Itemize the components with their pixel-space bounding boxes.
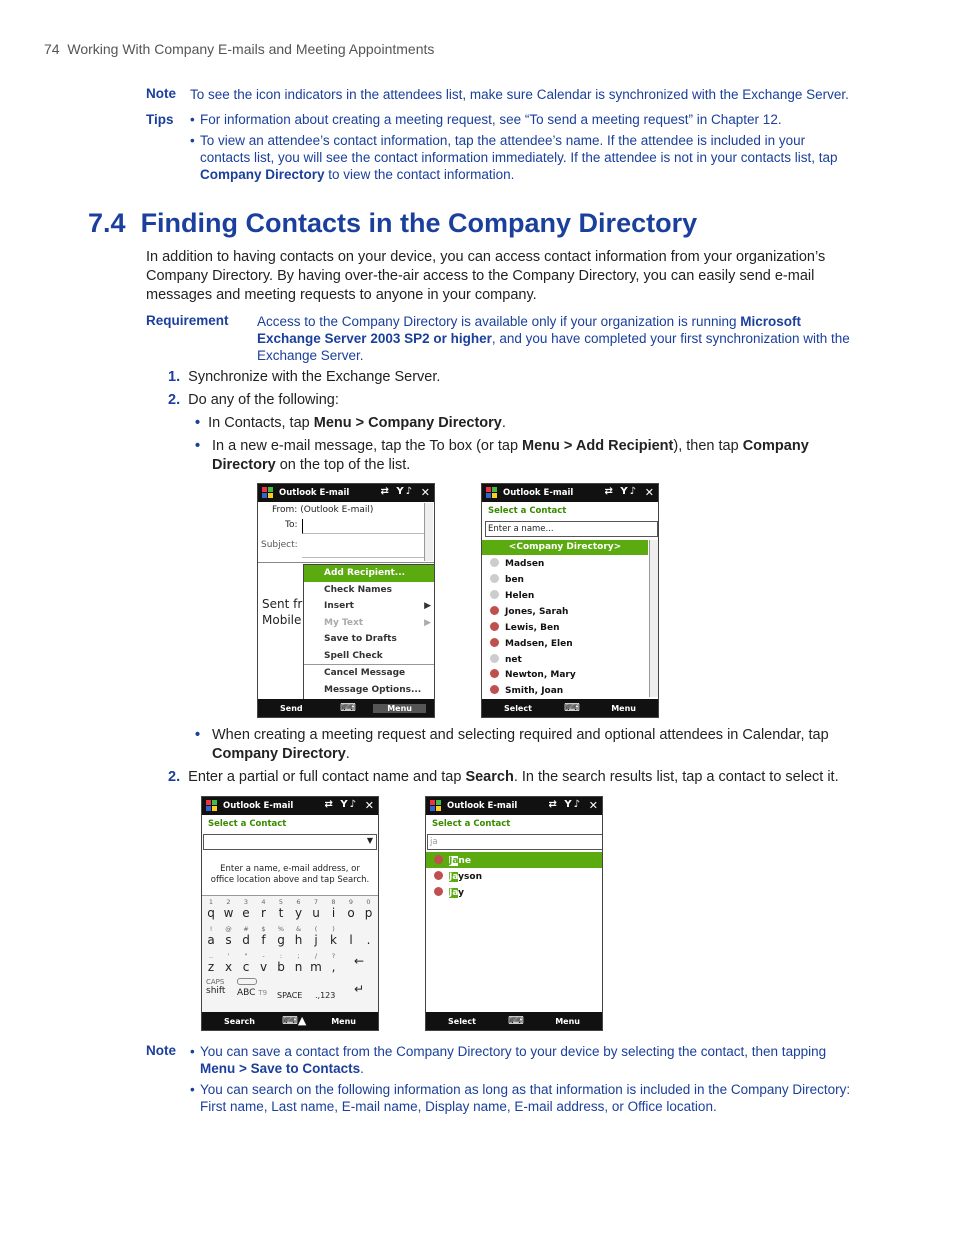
to-label: To: bbox=[285, 520, 298, 530]
keyboard-icon[interactable]: ⌨▲ bbox=[282, 1014, 307, 1027]
key-char: z bbox=[207, 960, 215, 974]
submenu-arrow-icon: ▶ bbox=[424, 617, 431, 628]
bullet-2b: Menu > Add Recipient bbox=[522, 438, 674, 454]
key-char: f bbox=[261, 933, 266, 947]
key-char: n bbox=[294, 960, 303, 974]
windows-logo-icon bbox=[261, 486, 275, 500]
result-match: Ja bbox=[449, 856, 459, 866]
tip-2-text: To view an attendee’s contact information, tap the attendee’s name. If the attendee is included in your contacts list, you will see the contact information immediately. If the attendee is not in your contacts list, tap bbox=[200, 133, 838, 165]
page-number: 74 bbox=[44, 41, 60, 57]
requirement-c: , and you have completed your first synchronization with the Exchange Server. bbox=[257, 331, 850, 363]
contact-icon bbox=[490, 590, 499, 599]
bullet-1b: Menu > Company Directory bbox=[313, 415, 502, 431]
keyboard-icon[interactable]: ⌨ bbox=[564, 701, 580, 714]
key-b[interactable] bbox=[273, 952, 289, 976]
result-rest: y bbox=[458, 888, 465, 898]
on-screen-keyboard bbox=[202, 895, 378, 1013]
contact-card-icon bbox=[434, 871, 443, 880]
menu-insert-label: Insert bbox=[324, 601, 354, 611]
shift-label: shift bbox=[206, 986, 226, 996]
bullet-1c: . bbox=[501, 415, 506, 431]
key-alt-char: ' bbox=[227, 952, 230, 960]
window-title: Outlook E-mail bbox=[223, 801, 294, 811]
key-char: o bbox=[347, 906, 355, 920]
key-char: . bbox=[366, 933, 371, 947]
key-alt-char: ( bbox=[314, 925, 318, 933]
key-alt-char: 8 bbox=[331, 898, 336, 906]
result-match: Ja bbox=[449, 888, 459, 898]
key-char: y bbox=[294, 906, 303, 920]
toggle-icon bbox=[237, 978, 257, 985]
key-char: c bbox=[242, 960, 250, 974]
caps-label: CAPS bbox=[206, 978, 225, 986]
body-text-1: Sent fr bbox=[262, 597, 303, 611]
key-abc[interactable] bbox=[237, 978, 267, 998]
menu-insert[interactable] bbox=[304, 598, 434, 615]
key-alt-char: ) bbox=[332, 925, 335, 933]
section-heading bbox=[88, 208, 697, 239]
bullet-3b: Company Directory bbox=[212, 746, 346, 762]
key-w[interactable] bbox=[221, 898, 237, 922]
soft-key-select[interactable]: Select bbox=[448, 1017, 476, 1026]
key-h[interactable] bbox=[291, 925, 307, 949]
title-bar bbox=[258, 484, 434, 502]
bullet-3c: . bbox=[345, 746, 350, 762]
key-char: m bbox=[310, 960, 322, 974]
bullet-3a: When creating a meeting request and selecting required and optional attendees in Calendar, tap bbox=[212, 727, 829, 743]
select-contact-heading: Select a Contact bbox=[432, 819, 511, 829]
menu-spell-check[interactable]: Spell Check bbox=[304, 648, 434, 666]
result-item[interactable] bbox=[434, 871, 482, 882]
chapter-title: Working With Company E-mails and Meeting Appointments bbox=[67, 41, 435, 57]
key-alt-char: ! bbox=[209, 925, 213, 933]
enter-icon[interactable]: ↵ bbox=[354, 982, 365, 996]
key-c[interactable] bbox=[238, 952, 254, 976]
key-a[interactable] bbox=[203, 925, 219, 949]
step-2 bbox=[168, 391, 339, 410]
tip-1-text: For information about creating a meeting request, see “To send a meeting request” in Chapter 12. bbox=[200, 112, 782, 127]
key-r[interactable] bbox=[256, 898, 272, 922]
step-search bbox=[168, 768, 858, 787]
tips-list bbox=[190, 111, 852, 183]
key-char: v bbox=[259, 960, 268, 974]
from-value: (Outlook E-mail) bbox=[300, 505, 374, 515]
menu-cancel-message[interactable]: Cancel Message bbox=[324, 668, 406, 678]
contact-icon bbox=[490, 574, 499, 583]
key-alt-char: .. bbox=[208, 952, 214, 960]
key-alt-char: / bbox=[314, 952, 318, 960]
key-x[interactable] bbox=[221, 952, 237, 976]
title-bar bbox=[202, 797, 378, 815]
windows-logo-icon bbox=[429, 799, 443, 813]
bullet-2c: ), then tap bbox=[673, 438, 743, 454]
key-char: r bbox=[261, 906, 266, 920]
contact-item[interactable] bbox=[490, 685, 563, 696]
windows-logo-icon bbox=[485, 486, 499, 500]
key-alt-char: - bbox=[262, 952, 265, 960]
key-n[interactable] bbox=[291, 952, 307, 976]
contact-item[interactable] bbox=[490, 654, 522, 665]
key-char: w bbox=[223, 906, 234, 920]
title-bar bbox=[426, 797, 602, 815]
menu-message-options[interactable]: Message Options... bbox=[324, 684, 422, 695]
section-number: 7.4 bbox=[88, 208, 126, 238]
key-alt-char: 0 bbox=[366, 898, 371, 906]
key-alt-char: ? bbox=[331, 952, 336, 960]
result-rest: yson bbox=[458, 872, 482, 882]
soft-key-menu[interactable]: Menu bbox=[611, 704, 636, 713]
from-row[interactable] bbox=[272, 505, 373, 515]
key-alt-char: # bbox=[243, 925, 249, 933]
key-alt-char: 4 bbox=[261, 898, 266, 906]
select-contact-heading: Select a Contact bbox=[208, 819, 287, 829]
note-1a: You can save a contact from the Company Directory to your device by selecting the contact, then tapping bbox=[200, 1044, 827, 1059]
note-list bbox=[190, 1043, 854, 1115]
bullet-1a: In Contacts, tap bbox=[208, 415, 314, 431]
bullet-calendar: • When creating a meeting request and selecting required and optional attendees in Calendar, tap Company Directory. bbox=[195, 727, 829, 762]
contact-item[interactable] bbox=[490, 590, 534, 601]
menu-add-recipient[interactable]: Add Recipient... bbox=[304, 565, 434, 582]
key-char: k bbox=[330, 933, 337, 947]
note-label: Note bbox=[146, 1043, 176, 1058]
soft-key-menu[interactable]: Menu bbox=[555, 1017, 580, 1026]
contact-card-icon bbox=[490, 669, 499, 678]
tip-2-end: to view the contact information. bbox=[324, 167, 515, 182]
result-item[interactable] bbox=[434, 887, 464, 898]
note-item-1 bbox=[190, 1043, 854, 1077]
step-search-c: . In the search results list, tap a contact to select it. bbox=[513, 769, 839, 785]
context-menu bbox=[303, 564, 435, 700]
contact-item[interactable] bbox=[490, 558, 544, 569]
key-,[interactable] bbox=[326, 952, 342, 976]
key-char: , bbox=[331, 960, 336, 974]
scrollbar[interactable] bbox=[649, 540, 658, 697]
key-alt-char: $ bbox=[261, 925, 266, 933]
note-1b: Menu > Save to Contacts bbox=[200, 1061, 361, 1076]
soft-key-select[interactable]: Select bbox=[504, 704, 532, 713]
soft-key-bar bbox=[482, 699, 658, 717]
section-title: Finding Contacts in the Company Directory bbox=[140, 208, 698, 238]
screenshot-search-keyboard bbox=[201, 796, 379, 1031]
contact-item[interactable] bbox=[490, 606, 568, 617]
key-u[interactable] bbox=[308, 898, 324, 922]
contact-name: Helen bbox=[505, 591, 535, 601]
key-l[interactable] bbox=[343, 925, 359, 949]
key-s[interactable] bbox=[221, 925, 237, 949]
key-char: h bbox=[294, 933, 303, 947]
note-1c: . bbox=[360, 1061, 364, 1076]
result-item[interactable] bbox=[434, 855, 471, 866]
requirement-a: Access to the Company Directory is available only if your organization is running bbox=[257, 314, 741, 329]
contact-name: Smith, Joan bbox=[505, 686, 564, 696]
window-title: Outlook E-mail bbox=[503, 488, 574, 498]
key-char: x bbox=[224, 960, 233, 974]
key-o[interactable] bbox=[343, 898, 359, 922]
key-alt-char: 1 bbox=[208, 898, 214, 906]
key-char: j bbox=[314, 933, 318, 947]
key-k[interactable] bbox=[326, 925, 342, 949]
key-space[interactable]: SPACE bbox=[277, 991, 303, 1000]
note-2-text: You can search on the following information as long as that information is included in the Company Directory: First name, Last name, E-mail name, Display name, E-mail address, or Office location. bbox=[200, 1082, 851, 1114]
key-char: d bbox=[242, 933, 250, 947]
key-alt-char bbox=[361, 925, 377, 933]
contact-card-icon bbox=[490, 622, 499, 631]
windows-logo-icon bbox=[205, 799, 219, 813]
soft-key-menu[interactable]: Menu bbox=[373, 704, 426, 713]
key-alt-char: & bbox=[295, 925, 302, 933]
note-item-2 bbox=[190, 1081, 854, 1115]
company-directory-item[interactable]: <Company Directory> bbox=[482, 540, 648, 555]
contact-name: ben bbox=[505, 575, 524, 585]
bullet-2e: on the top of the list. bbox=[275, 457, 411, 473]
subject-input[interactable] bbox=[302, 537, 424, 558]
key-alt-char: 5 bbox=[278, 898, 284, 906]
key-g[interactable] bbox=[273, 925, 289, 949]
contact-card-icon bbox=[434, 887, 443, 896]
status-icons: ⇄ Y♪ bbox=[380, 486, 414, 497]
select-contact-heading: Select a Contact bbox=[488, 506, 567, 516]
search-combo-input[interactable] bbox=[203, 834, 377, 850]
abc-label: ABC bbox=[237, 988, 256, 998]
requirement-text bbox=[257, 313, 853, 364]
intro-paragraph: In addition to having contacts on your device, you can access contact information from your organization’s Company Directory. By having over-the-air access to the Company Directory, you can easily send e-mail messages and meeting requests to anyone in your company. bbox=[146, 249, 826, 303]
body-text-2: Mobile bbox=[262, 613, 302, 627]
scrollbar[interactable] bbox=[424, 503, 433, 561]
soft-key-bar bbox=[426, 1012, 602, 1030]
key-q[interactable] bbox=[203, 898, 219, 922]
key-char: l bbox=[349, 933, 353, 947]
bullet-contacts: • In Contacts, tap Menu > Company Directory. bbox=[195, 415, 506, 431]
title-bar bbox=[482, 484, 658, 502]
subject-label: Subject: bbox=[261, 540, 298, 550]
contact-card-icon bbox=[434, 855, 443, 864]
key-char: e bbox=[242, 906, 250, 920]
key-m[interactable] bbox=[308, 952, 324, 976]
contact-name: Newton, Mary bbox=[505, 670, 576, 680]
key-char: b bbox=[277, 960, 285, 974]
search-query-input[interactable]: ja bbox=[427, 834, 603, 850]
key-numbers[interactable]: .,123 bbox=[315, 991, 336, 1000]
key-char: u bbox=[312, 906, 320, 920]
key-char: p bbox=[364, 906, 373, 920]
soft-key-send[interactable]: Send bbox=[280, 704, 303, 713]
key-z[interactable] bbox=[203, 952, 219, 976]
key-p[interactable] bbox=[361, 898, 377, 922]
key-d[interactable] bbox=[238, 925, 254, 949]
close-icon[interactable]: ✕ bbox=[588, 799, 598, 812]
close-icon[interactable]: ✕ bbox=[420, 486, 430, 499]
key-alt-char: " bbox=[244, 952, 248, 960]
page-header bbox=[44, 41, 434, 57]
tip-2-bold: Company Directory bbox=[200, 167, 325, 182]
key-alt-char: % bbox=[277, 925, 285, 933]
key-alt-char: : bbox=[279, 952, 283, 960]
key-alt-char: 3 bbox=[243, 898, 249, 906]
step-2-number: 2. bbox=[168, 392, 181, 408]
keyboard-icon[interactable]: ⌨ bbox=[340, 701, 356, 714]
bullet-email: • In a new e-mail message, tap the To box (or tap Menu > Add Recipient), then tap Company Directory on the top of the list. bbox=[195, 438, 809, 473]
key-char: t bbox=[278, 906, 284, 920]
menu-save-drafts[interactable]: Save to Drafts bbox=[324, 634, 397, 644]
note-text: To see the icon indicators in the attendees list, make sure Calendar is synchronized with the Exchange Server. bbox=[190, 87, 849, 102]
window-title: Outlook E-mail bbox=[447, 801, 518, 811]
backspace-icon[interactable]: ← bbox=[354, 954, 365, 968]
from-label: From: bbox=[272, 505, 298, 515]
tips-label: Tips bbox=[146, 112, 174, 127]
menu-my-text bbox=[304, 615, 434, 632]
chevron-down-icon[interactable]: ▼ bbox=[366, 836, 373, 845]
screenshot-search-results bbox=[425, 796, 603, 1031]
key-alt-char: 6 bbox=[296, 898, 301, 906]
key-alt-char: @ bbox=[225, 925, 232, 933]
contact-name: net bbox=[505, 655, 522, 665]
key-alt-char: 9 bbox=[348, 898, 354, 906]
menu-check-names[interactable]: Check Names bbox=[324, 584, 393, 595]
contact-card-icon bbox=[490, 685, 499, 694]
key-alt-char: ; bbox=[297, 952, 300, 960]
key-e[interactable] bbox=[238, 898, 254, 922]
submenu-arrow-icon: ▶ bbox=[424, 601, 431, 611]
key-shift[interactable] bbox=[206, 978, 225, 996]
status-icons: ⇄ Y♪ bbox=[324, 799, 358, 810]
name-search-input[interactable]: Enter a name... bbox=[485, 521, 658, 537]
contact-name: Madsen, Elen bbox=[505, 639, 573, 649]
key-char: a bbox=[207, 933, 215, 947]
search-hint: Enter a name, e-mail address, or office location above and tap Search. bbox=[210, 864, 370, 885]
key-char: i bbox=[331, 906, 336, 920]
soft-key-bar bbox=[258, 699, 434, 717]
step-1-text: Synchronize with the Exchange Server. bbox=[188, 369, 441, 385]
menu-my-text-label: My Text bbox=[324, 617, 364, 628]
tip-2 bbox=[190, 132, 852, 183]
key-i[interactable] bbox=[326, 898, 342, 922]
contact-item[interactable] bbox=[490, 574, 524, 585]
close-icon[interactable]: ✕ bbox=[644, 486, 654, 499]
contact-name: Lewis, Ben bbox=[505, 623, 560, 633]
key-f[interactable] bbox=[256, 925, 272, 949]
soft-key-bar bbox=[202, 1012, 378, 1030]
step-search-number: 2. bbox=[168, 769, 181, 785]
status-icons: ⇄ Y♪ bbox=[548, 799, 582, 810]
to-input[interactable] bbox=[302, 519, 425, 534]
key-t[interactable] bbox=[273, 898, 289, 922]
key-alt-char bbox=[343, 925, 359, 933]
contact-card-icon bbox=[490, 606, 499, 615]
screenshot-compose-menu bbox=[257, 483, 435, 718]
contact-item[interactable] bbox=[490, 638, 573, 649]
window-title: Outlook E-mail bbox=[279, 488, 350, 498]
soft-key-menu[interactable]: Menu bbox=[331, 1017, 356, 1026]
step-search-b: Search bbox=[465, 769, 514, 785]
key-v[interactable] bbox=[256, 952, 272, 976]
contact-icon bbox=[490, 558, 499, 567]
screenshot-select-contact bbox=[481, 483, 659, 718]
tip-1 bbox=[190, 111, 852, 128]
soft-key-search[interactable]: Search bbox=[224, 1017, 255, 1026]
status-icons: ⇄ Y♪ bbox=[604, 486, 638, 497]
key-char: g bbox=[277, 933, 285, 947]
t9-label: T9 bbox=[258, 989, 268, 997]
contact-name: Madsen bbox=[505, 559, 545, 569]
step-1-number: 1. bbox=[168, 369, 181, 385]
key-alt-char: 7 bbox=[313, 898, 319, 906]
contact-name: Jones, Sarah bbox=[505, 607, 569, 617]
contact-item[interactable] bbox=[490, 669, 576, 680]
keyboard-icon[interactable]: ⌨ bbox=[508, 1014, 524, 1027]
result-rest: ne bbox=[458, 856, 471, 866]
bullet-2d: Company Directory bbox=[212, 438, 809, 473]
step-search-a: Enter a partial or full contact name and tap bbox=[188, 769, 466, 785]
key-j[interactable] bbox=[308, 925, 324, 949]
step-1 bbox=[168, 368, 440, 387]
key-y[interactable] bbox=[291, 898, 307, 922]
requirement-label: Requirement bbox=[146, 313, 229, 328]
contact-icon bbox=[490, 654, 499, 663]
bullet-2a: In a new e-mail message, tap the To box (or tap bbox=[212, 438, 523, 454]
key-.[interactable] bbox=[361, 925, 377, 949]
divider bbox=[258, 562, 434, 563]
note-label: Note bbox=[146, 86, 176, 101]
key-char: q bbox=[207, 906, 215, 920]
contact-card-icon bbox=[490, 638, 499, 647]
key-alt-char: 2 bbox=[226, 898, 231, 906]
step-2-text: Do any of the following: bbox=[188, 392, 339, 408]
contact-item[interactable] bbox=[490, 622, 560, 633]
key-char: s bbox=[225, 933, 232, 947]
close-icon[interactable]: ✕ bbox=[364, 799, 374, 812]
requirement-bold: Microsoft Exchange Server 2003 SP2 or higher bbox=[257, 314, 801, 346]
result-match: Ja bbox=[449, 872, 459, 882]
